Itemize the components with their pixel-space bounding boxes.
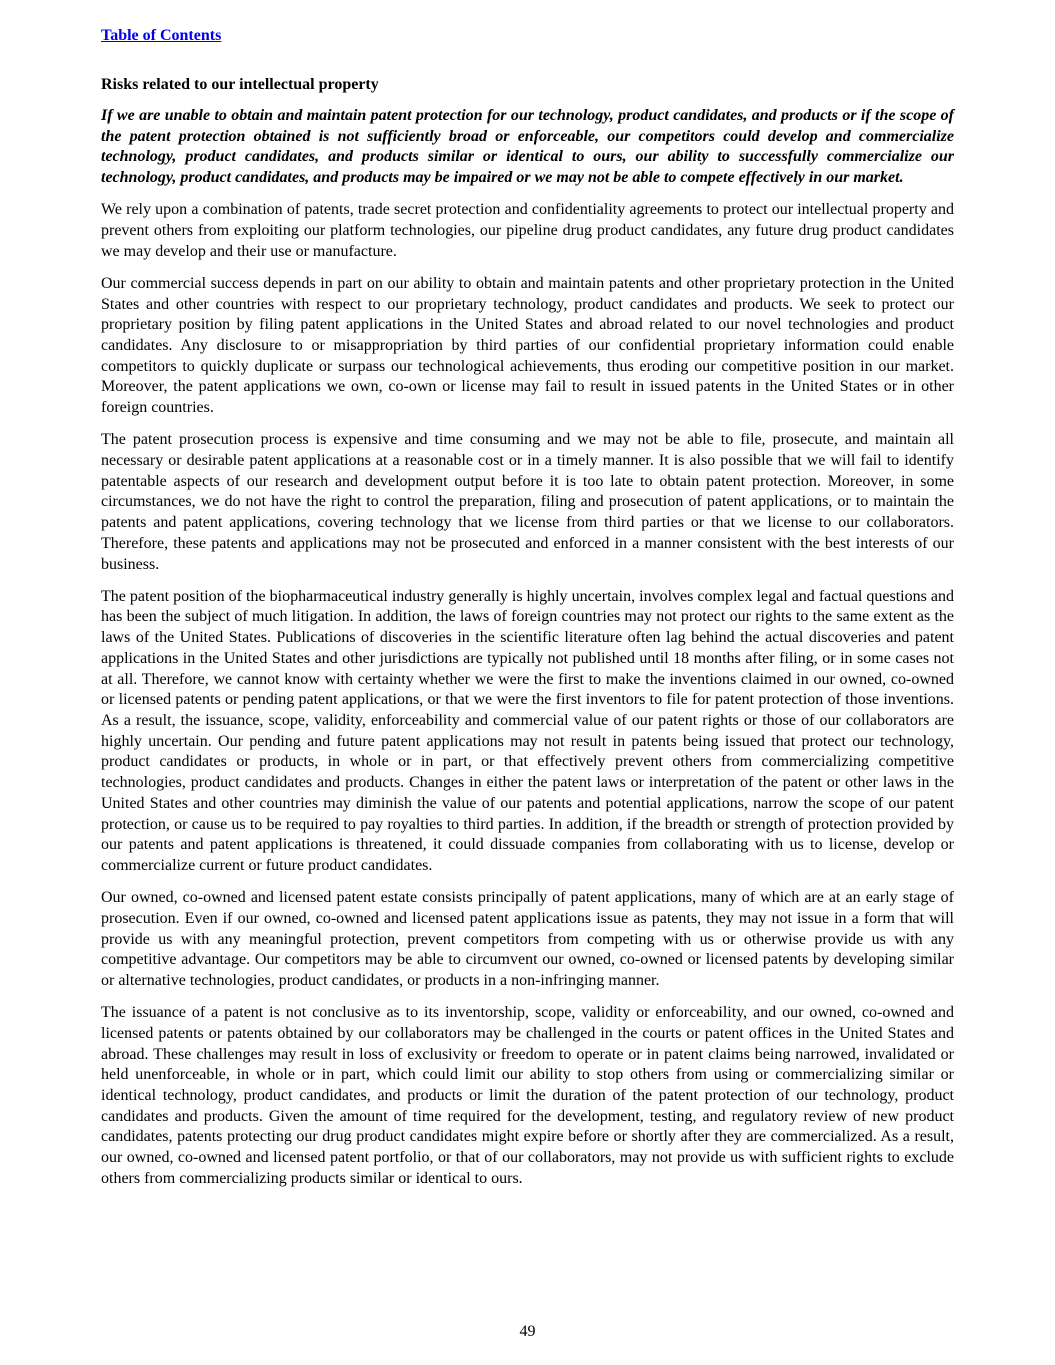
paragraph-6: The issuance of a patent is not conclusive as to its inventorship, scope, validity or enforceability, and our owned, co-owned and licensed patents or patents obtained by our collaborators may be challenged in the courts or patent offices in the United States and abroad. These challenges may result in loss of exclusivity or freedom to operate or in patent claims being narrowed, invalidated or held unenforceable, in whole or in part, which could limit our ability to stop others from using or commercializing similar or identical technology, product candidates, and products or limit the duration of the patent protection of our technology, product candidates and products. Given the amount of time required for the development, testing, and regulatory review of new product candidates, patents protecting our drug product candidates might expire before or shortly after they are commercialized. As a result, our owned, co-owned and licensed patent portfolio, or that of our collaborators, may not provide us with sufficient rights to exclude others from commercializing products similar or identical to ours. [101, 1004, 954, 1187]
paragraph-1: We rely upon a combination of patents, trade secret protection and confidentiality agreements to protect our intellectual property and prevent others from exploiting our platform technologies, our pipeline drug product candidates, any future drug product candidates we may develop and their use or manufacture. [101, 201, 954, 260]
table-of-contents-link[interactable]: Table of Contents [101, 27, 222, 44]
risk-factor-heading: If we are unable to obtain and maintain patent protection for our technology, product candidates, and products or if the scope of the patent protection obtained is not sufficiently broad or enforceable, our competitors could develop and commercialize technology, product candidates, and products similar or identical to ours, our ability to successfully commercialize our technology, product candidates, and products may be impaired or we may not be able to compete effectively in our market. [101, 107, 954, 187]
paragraph-5: Our owned, co-owned and licensed patent estate consists principally of patent applications, many of which are at an early stage of prosecution. Even if our owned, co-owned and licensed patent applications issue as patents, they may not issue in a form that will provide us with any meaningful protection, prevent competitors from competing with us or otherwise provide us with any competitive advantage. Our competitors may be able to circumvent our owned, co-owned or licensed patents by developing similar or alternative technologies, product candidates, or products in a non-infringing manner. [101, 889, 954, 989]
page-number: 49 [519, 1323, 536, 1340]
paragraph-2: Our commercial success depends in part on our ability to obtain and maintain patents and other proprietary protection in the United States and other countries with respect to our proprietary technology, product candidates and products. We seek to protect our proprietary position by filing patent applications in the United States and abroad related to our novel technologies and product candidates. Any disclosure to or misappropriation by third parties of our confidential proprietary information could enable competitors to quickly duplicate or surpass our technological achievements, thus eroding our competitive position in our market. Moreover, the patent applications we own, co-own or license may fail to result in issued patents in the United States or in other foreign countries. [101, 274, 954, 417]
paragraph-3: The patent prosecution process is expensive and time consuming and we may not be able to file, prosecute, and maintain all necessary or desirable patent applications at a reasonable cost or in a timely manner. It is also possible that we will fail to identify patentable aspects of our research and development output before it is too late to obtain patent protection. Moreover, in some circumstances, we do not have the right to control the preparation, filing and prosecution of patent applications, or to maintain the patents and patent applications, covering technology that we license from third parties or that we license to our collaborators. Therefore, these patents and applications may not be prosecuted and enforced in a manner consistent with the best interests of our business. [101, 431, 954, 573]
document-page [101, 26, 954, 1189]
paragraph-4: The patent position of the biopharmaceutical industry generally is highly uncertain, involves complex legal and factual questions and has been the subject of much litigation. In addition, the laws of foreign countries may not protect our rights to the same extent as the laws of the United States. Publications of discoveries in the scientific literature often lag behind the actual discoveries and patent applications in the United States and other jurisdictions are typically not published until 18 months after filing, or in some cases not at all. Therefore, we cannot know with certainty whether we were the first to make the inventions claimed in our owned, co-owned or licensed patents or pending patent applications, or that we were the first inventors to file for patent protection of those inventions. As a result, the issuance, scope, validity, enforceability and commercial value of our patent rights or those of our collaborators are highly uncertain. Our pending and future patent applications may not result in patents being issued that protect our technology, product candidates or products, in whole or in part, or that effectively prevent others from commercializing competitive technologies, product candidates and products. Changes in either the patent laws or interpretation of the patent or other laws in the United States and other countries may diminish the value of our patents and potential applications, narrow the scope of our patent protection, or cause us to be required to pay royalties to third parties. In addition, if the breadth or strength of protection provided by our patents and patent applications is threatened, it could dissuade companies from collaborating with us to license, develop or commercialize current or future product candidates. [101, 587, 954, 874]
section-title: Risks related to our intellectual property [101, 76, 379, 93]
